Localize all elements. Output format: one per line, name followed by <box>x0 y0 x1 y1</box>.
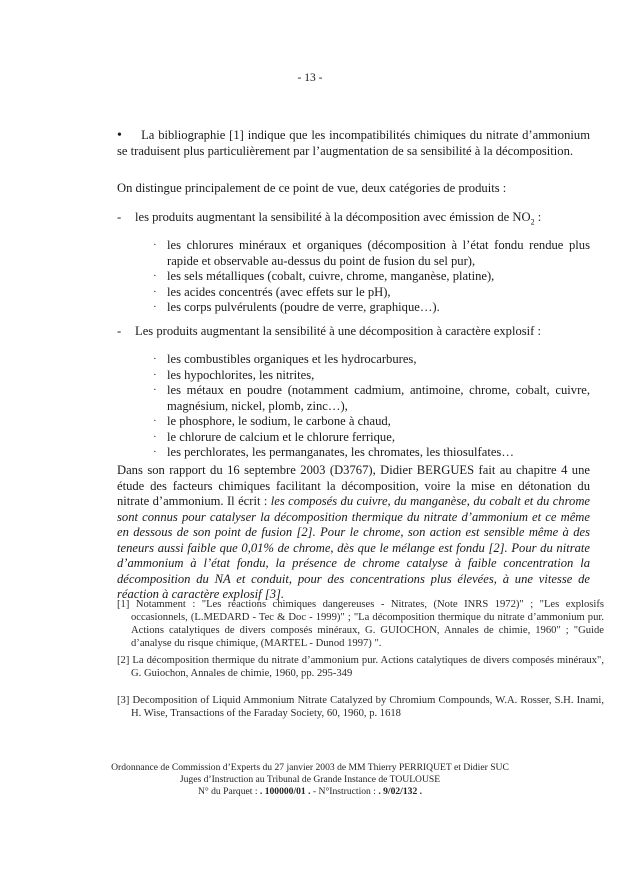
category1-item-text: les chlorures minéraux et organiques (décomposition à l’état fondu rendue plus rapide et observable au-dessus du point de fusion du sel pur), <box>167 238 590 268</box>
category1-item-text: les acides concentrés (avec effets sur le pH), <box>167 284 391 299</box>
reference-entry: [3] Decomposition of Liquid Ammonium Nitrate Catalyzed by Chromium Compounds, W.A. Rosser, S.H. Inami, H. Wise, Transactions of the Faraday Society, 60, 1960, p. 1618 <box>117 695 604 719</box>
page-number: - 13 - <box>297 72 323 84</box>
references <box>117 598 604 728</box>
category2-dash: - <box>117 324 122 338</box>
category1-item <box>153 238 590 269</box>
category2-item <box>153 368 590 384</box>
category2-item <box>153 414 590 430</box>
footer-parquet-label: N° du Parquet : <box>197 786 260 797</box>
category1-dash: - <box>117 210 122 224</box>
category1-heading-text: les produits augmentant la sensibilité à la décomposition avec émission de NO <box>135 210 531 224</box>
category2-heading <box>117 324 590 340</box>
category2-item <box>153 445 590 461</box>
category2-list <box>153 352 590 461</box>
footer-instruction-label: - N°Instruction : <box>310 786 379 797</box>
category1-item <box>153 300 590 316</box>
bullet-marker: · <box>153 446 157 458</box>
distinction-sentence: On distingue principalement de ce point de vue, deux catégories de produits : <box>117 181 507 195</box>
category2-item-text: les perchlorates, les permanganates, les chromates, les thiosulfates… <box>167 445 514 459</box>
category2-item-text: le chlorure de calcium et le chlorure ferrique, <box>167 429 395 444</box>
category2-heading-text: Les produits augmentant la sensibilité à une décomposition à caractère explosif : <box>135 324 542 338</box>
category2-item <box>153 352 590 368</box>
category1-item-text: les corps pulvérulents (poudre de verre, graphique…). <box>167 300 440 314</box>
intro-bullet: • <box>117 128 122 143</box>
category2-item <box>153 430 590 446</box>
footer-line-2: Juges d’Instruction au Tribunal de Grande Instance de TOULOUSE <box>179 774 441 785</box>
bullet-marker: · <box>153 368 157 381</box>
category1-heading-colon: : <box>534 210 542 224</box>
footer-parquet-number: . 100000/01 . <box>259 786 311 797</box>
category2-item <box>153 383 590 414</box>
category1-item <box>153 269 590 285</box>
footer-line-3 <box>0 786 620 798</box>
intro-text: La bibliographie [1] indique que les incompatibilités chimiques du nitrate d’ammonium se traduisent plus particulièrement par l’augmentation de sa sensibilité à la décomposition. <box>117 128 590 158</box>
bullet-marker: · <box>153 353 157 365</box>
bullet-marker: · <box>153 415 157 427</box>
page-footer <box>0 762 620 798</box>
bullet-marker: · <box>153 301 157 313</box>
bullet-marker: · <box>153 285 157 298</box>
footer-line-1: Ordonnance de Commission d’Experts du 27 janvier 2003 de MM Thierry PERRIQUET et Didier SUC <box>111 762 509 773</box>
footer-instruction-number: . 9/02/132 . <box>378 786 423 797</box>
report-paragraph <box>117 463 590 603</box>
reference-entry: [1] Notamment : "Les réactions chimiques dangereuses - Nitrates, (Note INRS 1972)" ; "Les explosifs occasionnels, (L.MEDARD - Tec & Doc - 1999)" ; "La décomposition thermique du nitrate d’ammonium pur. Actions catalytiques de divers composés minéraux, G. GUIOCHON, Annales de chimie, 1960" ; "Guide d’analyse du risque chimique, (MARTEL - Dunod 1997) ". <box>117 599 604 649</box>
bullet-marker: · <box>153 239 157 251</box>
category1-item <box>153 285 590 301</box>
reference-entry: [2] La décomposition thermique du nitrate d’ammonium pur. Actions catalytiques de divers composés minéraux", G. Guiochon, Annales de chimie, 1960, pp. 295-349 <box>117 655 604 679</box>
category2-item-text: le phosphore, le sodium, le carbone à chaud, <box>167 414 391 428</box>
report-quote: les composés du cuivre, du manganèse, du cobalt et du chrome sont connus pour catalyser la décomposition thermique du nitrate d’ammonium et ce même en dessous de son point de fusion [2]. Pour le chrome, son action est sensible même à des teneurs aussi faible que 0,01% de chrome, dès que le mélange est fondu [2]. Pour du nitrate d’ammonium à l’état fondu, la présence de chrome catalyse à faible concentration la décomposition du NA et conduit, pour des concentrations plus élevées, à une vitesse de réaction à caractère explosif [3]. <box>117 494 591 601</box>
category2-item-text: les hypochlorites, les nitrites, <box>167 367 315 382</box>
category1-item-text: les sels métalliques (cobalt, cuivre, chrome, manganèse, platine), <box>167 269 495 283</box>
category1-heading-subscript: 2 <box>530 217 535 227</box>
bullet-marker: · <box>153 430 157 443</box>
category1-heading <box>117 210 590 230</box>
category2-item-text: les combustibles organiques et les hydrocarbures, <box>167 352 417 366</box>
intro-paragraph <box>117 128 590 159</box>
category1-list <box>153 238 590 316</box>
category2-item-text: les métaux en poudre (notamment cadmium, antimoine, chrome, cobalt, cuivre, magnésium, nickel, plomb, zinc…), <box>167 383 590 413</box>
bullet-marker: · <box>153 270 157 282</box>
bullet-marker: · <box>153 384 157 396</box>
report-intro: Dans son rapport du 16 septembre 2003 (D3767), Didier BERGUES fait au chapitre 4 une étude des facteurs chimiques facilitant la décomposition, voire la mise en détonation du nitrate d’ammonium. Il écrit : <box>117 463 590 508</box>
